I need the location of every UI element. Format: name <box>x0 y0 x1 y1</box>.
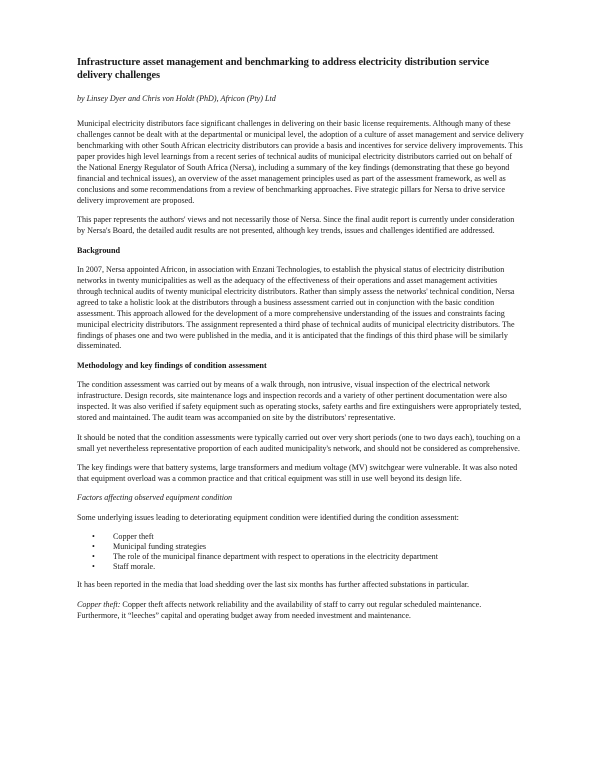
list-item-text: Copper theft <box>113 532 154 542</box>
background-paragraph: In 2007, Nersa appointed Africon, in association with Enzani Technologies, to establish the physical status of electricity distribution networks in twenty municipalities as well as the adequacy of the effectiveness of their operations and asset management activities through technical audits of twenty municipal electricity distributors. Rather than simply assess the networks' technical condition, Nersa agreed to take a holistic look at the distributors through a business assessment carried out in conjunction with the basic condition assessment. This approach allowed for the development of a more comprehensive understanding of the issues and constraints facing municipal electricity distributors. The assignment represented a third phase of technical audits of municipal electricity distributors. The findings of phases one and two were published in the media, and it is anticipated that the findings of this third phase will be similarly disseminated. <box>77 265 515 351</box>
methodology-paragraph-1: The condition assessment was carried out by means of a walk through, non intrusive, visual inspection of the electrical network infrastructure. Design records, site maintenance logs and inspection records and a variety of other pertinent documentation were also inspected. It was also verified if safety equipment such as operating stocks, safety earths and fire extinguishers were appropriately tested, stored and maintained. The audit team was accompanied on site by the distributors' representative. <box>77 380 522 423</box>
paper-title: Infrastructure asset management and benchmarking to address electricity distribution service delivery challenges <box>77 57 490 82</box>
list-item-text: The role of the municipal finance department with respect to operations in the electricity department <box>113 552 438 562</box>
bullet-icon: • <box>92 542 95 552</box>
list-item-text: Municipal funding strategies <box>113 542 207 552</box>
factors-intro-paragraph: Some underlying issues leading to deteriorating equipment condition were identified during the condition assessment: <box>77 512 459 522</box>
author-line: by Linsey Dyer and Chris von Holdt (PhD), Africon (Pty) Ltd <box>77 94 276 104</box>
copper-theft-paragraph <box>77 600 524 622</box>
section-heading-background: Background <box>77 245 121 255</box>
copper-theft-lead: Copper theft: <box>77 599 121 609</box>
bullet-icon: • <box>92 561 95 571</box>
factors-list <box>77 532 524 571</box>
bullet-icon: • <box>92 552 95 562</box>
abstract-paragraph: Municipal electricity distributors face significant challenges in delivering on their basic license requirements. Although many of these challenges cannot be dealt with at the departmental or municipal level, the adoption of a culture of asset management and service delivery benchmarking with other South African electricity distributors can provide a basis and incentives for service delivery improvements. This paper provides high level learnings from a recent series of technical audits of municipal electricity distributors carried out on behalf of the National Energy Regulator of South Africa (Nersa), including a summary of the key findings (demonstrating that these go beyond financial and technical issues), an overview of the asset management principles used as part of the assessment framework, as well as conclusions and some recommendations from a review of benchmarking approaches. Five strategic pillars for Nersa to drive service delivery improvement are proposed. <box>77 119 524 205</box>
methodology-paragraph-2: It should be noted that the condition assessments were typically carried out over very short periods (one to two days each), touching on a small yet nevertheless representative proportion of each audited municipality's network, and should not be considered as comprehensive. <box>77 432 521 453</box>
list-item-text: Staff morale. <box>113 561 156 571</box>
disclaimer-paragraph: This paper represents the authors' views and not necessarily those of Nersa. Since the final audit report is currently under consideration by Nersa's Board, the detailed audit results are not presented, although key trends, issues and challenges identified are addressed. <box>77 215 515 236</box>
copper-theft-body: Copper theft affects network reliability and the availability of staff to carry out regular scheduled maintenance. Furthermore, it “leeches” capital and operating budget away from needed investment and maintenance. <box>77 599 482 620</box>
subheading-factors: Factors affecting observed equipment condition <box>77 493 233 503</box>
load-shedding-paragraph: It has been reported in the media that load shedding over the last six months has further affected substations in particular. <box>77 580 470 590</box>
list-item <box>92 542 524 552</box>
list-item <box>92 552 524 562</box>
bullet-icon: • <box>92 532 95 542</box>
list-item <box>92 532 524 542</box>
key-findings-paragraph: The key findings were that battery systems, large transformers and medium voltage (MV) switchgear were vulnerable. It was also noted that equipment overload was a common practice and that critical equipment was still in use well beyond its design life. <box>77 463 518 483</box>
list-item <box>92 562 524 572</box>
section-heading-methodology: Methodology and key findings of condition assessment <box>77 360 267 370</box>
